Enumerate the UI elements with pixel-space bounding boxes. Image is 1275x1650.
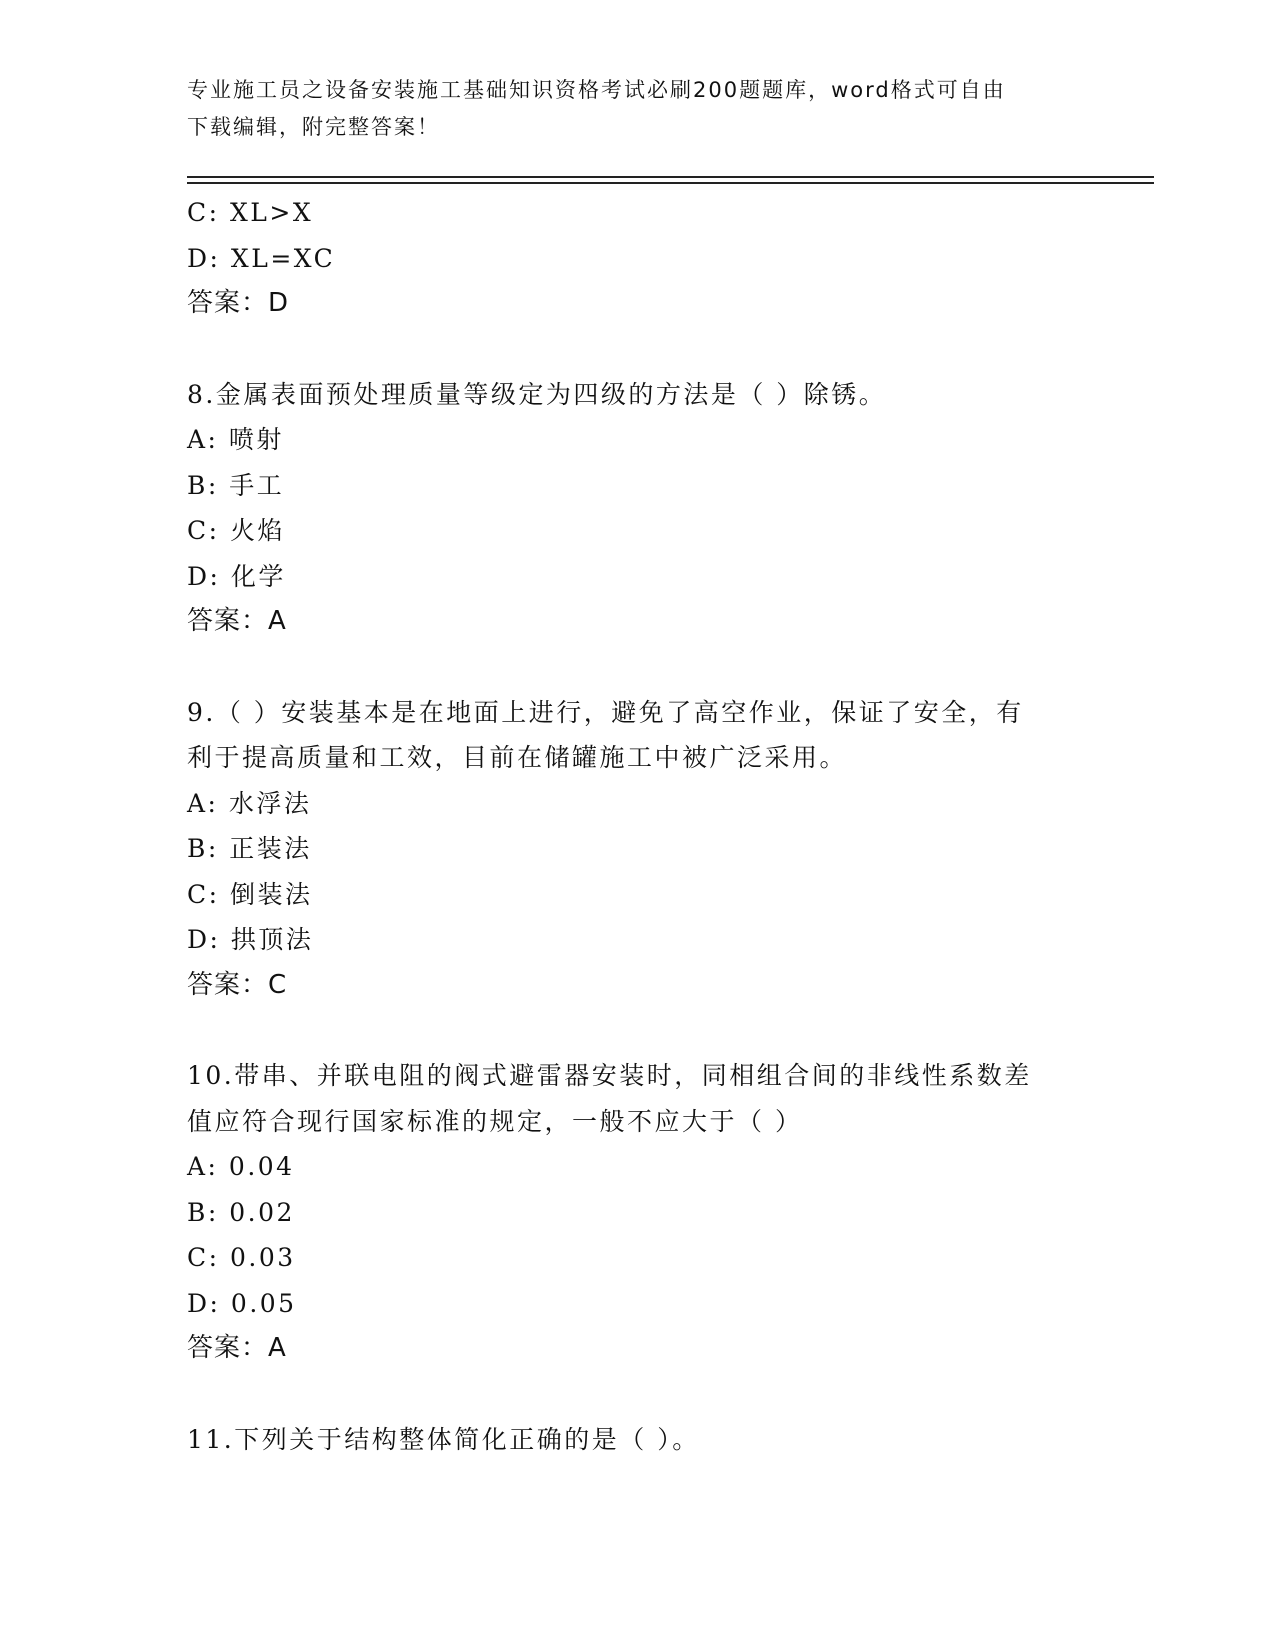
question-block-8 <box>187 372 1087 645</box>
option-d: D: 0.05 <box>187 1288 297 1318</box>
question-block-prev <box>187 190 1087 327</box>
option-d: D: XL=XC <box>187 243 336 273</box>
option-c: C: 0.03 <box>187 1243 296 1272</box>
question-list <box>187 190 1087 1462</box>
question-text: 8.金属表面预处理质量等级定为四级的方法是（ ）除锈。 <box>187 379 887 409</box>
option-d: D: 化学 <box>187 561 286 591</box>
question-text: 11.下列关于结构整体简化正确的是（ ）。 <box>187 1424 700 1454</box>
option-c: C: 倒装法 <box>187 879 313 909</box>
option-a: A: 0.04 <box>187 1152 295 1181</box>
header-line-2: 下载编辑，附完整答案！ <box>187 115 440 139</box>
question-text-line-2: 利于提高质量和工效，目前在储罐施工中被广泛采用。 <box>187 743 848 772</box>
header-line-1: 专业施工员之设备安装施工基础知识资格考试必刷200题题库，word格式可自由 <box>187 78 1006 102</box>
option-d: D: 拱顶法 <box>187 925 314 954</box>
option-a: A: 水浮法 <box>187 788 312 818</box>
question-text-line-1: 9.（ ）安装基本是在地面上进行，避免了高空作业，保证了安全，有 <box>187 697 1024 727</box>
answer-line: 答案：C <box>187 969 288 1000</box>
header-divider-top <box>187 176 1154 178</box>
question-text-line-1: 10.带串、并联电阻的阀式避雷器安装时，同相组合间的非线性系数差 <box>187 1061 1032 1090</box>
option-a: A: 喷射 <box>187 425 284 454</box>
answer-line: 答案：A <box>187 1333 287 1363</box>
question-text-line-2: 值应符合现行国家标准的规定，一般不应大于（ ） <box>187 1106 803 1136</box>
document-header <box>187 72 1067 146</box>
header-divider-bottom <box>187 182 1154 184</box>
question-block-10 <box>187 1053 1087 1372</box>
option-c: C: 火焰 <box>187 516 285 545</box>
option-b: B: 正装法 <box>187 834 312 863</box>
question-block-9 <box>187 690 1087 1009</box>
option-b: B: 0.02 <box>187 1197 295 1227</box>
question-block-11 <box>187 1417 1087 1463</box>
option-c: C: XL>X <box>187 198 314 227</box>
answer-line: 答案：A <box>187 606 287 636</box>
option-b: B: 手工 <box>187 470 285 500</box>
answer-line: 答案：D <box>187 288 290 318</box>
